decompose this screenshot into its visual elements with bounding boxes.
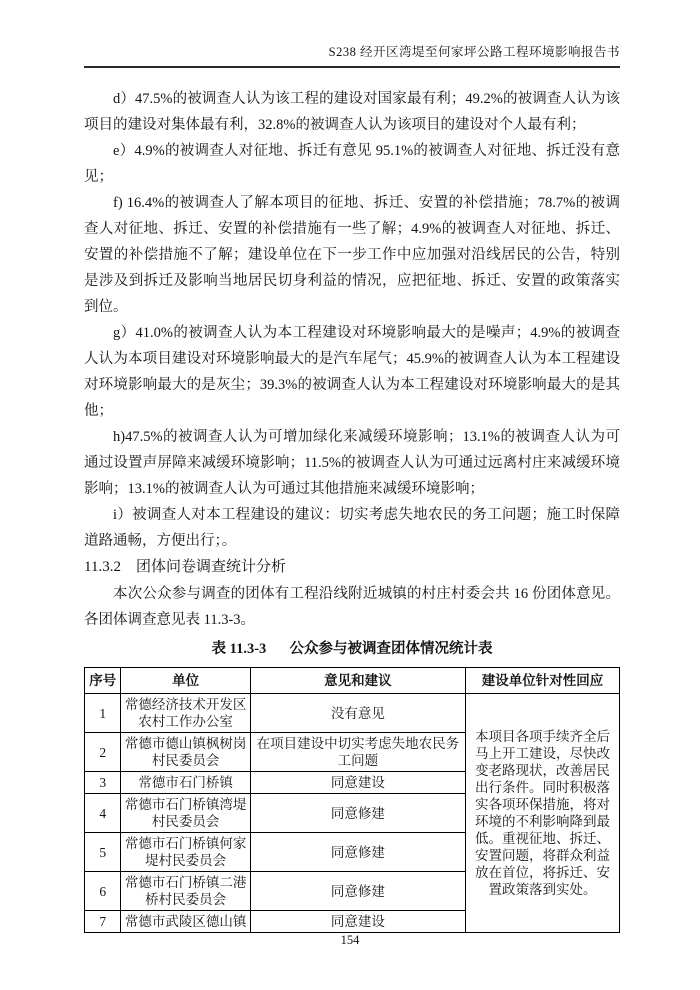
col-header-response: 建设单位针对性回应 xyxy=(465,668,619,694)
cell-no: 6 xyxy=(85,872,121,911)
survey-groups-table xyxy=(84,667,620,933)
cell-no: 7 xyxy=(85,911,121,933)
cell-no: 4 xyxy=(85,794,121,833)
cell-unit: 常德市德山镇枫树岗村民委员会 xyxy=(121,733,250,772)
cell-opinion: 同意修建 xyxy=(250,872,465,911)
cell-unit: 常德市石门桥镇湾堤村民委员会 xyxy=(121,794,250,833)
table-caption-title: 公众参与被调查团体情况统计表 xyxy=(289,641,493,657)
table-caption-label: 表 11.3-3 xyxy=(211,641,267,657)
cell-no: 3 xyxy=(85,772,121,794)
table-header-row xyxy=(85,668,620,694)
cell-opinion: 同意修建 xyxy=(250,794,465,833)
paragraph-h: h)47.5%的被调查人认为可增加绿化来减缓环境影响；13.1%的被调查人认为可通过设置声屏障来减缓环境影响；11.5%的被调查人认为可通过远离村庄来减缓环境影响；13.1%的被调查人认为可通过其他措施来减缓环境影响； xyxy=(84,429,620,497)
cell-no: 5 xyxy=(85,833,121,872)
cell-unit: 常德市石门桥镇二港桥村民委员会 xyxy=(121,872,250,911)
section-heading xyxy=(84,554,620,581)
page-number: 154 xyxy=(340,933,360,947)
cell-unit: 常德市石门桥镇 xyxy=(121,772,250,794)
cell-response-merged: 本项目各项手续齐全后马上开工建设，尽快改变老路现状，改善居民出行条件。同时积极落实各项环保措施，将对环境的不利影响降到最低。重视征地、拆迁、安置问题，将群众利益放在首位，将拆迁、安置政策落到实处。 xyxy=(465,694,619,933)
cell-no: 1 xyxy=(85,694,121,733)
cell-opinion: 在项目建设中切实考虑失地农民务工问题 xyxy=(250,733,465,772)
col-header-opinion: 意见和建议 xyxy=(250,668,465,694)
paragraph-e: e）4.9%的被调查人对征地、拆迁有意见 95.1%的被调查人对征地、拆迁没有意见； xyxy=(84,143,620,185)
cell-opinion: 同意建设 xyxy=(250,911,465,933)
section-title: 团体问卷调查统计分析 xyxy=(135,559,286,575)
running-header: S238 经开区湾堤至何家坪公路工程环境影响报告书 xyxy=(84,44,620,68)
cell-no: 2 xyxy=(85,733,121,772)
paragraph-f: f) 16.4%的被调查人了解本项目的征地、拆迁、安置的补偿措施；78.7%的被调查人对征地、拆迁、安置的补偿措施有一些了解；4.9%的被调查人对征地、拆迁、安置的补偿措施不了解；建设单位在下一步工作中应加强对沿线居民的公告，特别是涉及到拆迁及影响当地居民切身利益的情况，应把征地、拆迁、安置的政策落实到位。 xyxy=(84,195,620,315)
cell-unit: 常德经济技术开发区农村工作办公室 xyxy=(121,694,250,733)
cell-unit: 常德市石门桥镇何家堤村民委员会 xyxy=(121,833,250,872)
table-caption xyxy=(84,639,620,659)
paragraph-g: g）41.0%的被调查人认为本工程建设对环境影响最大的是噪声；4.9%的被调查人认为本项目建设对环境影响最大的是汽车尾气；45.9%的被调查人认为本工程建设对环境影响最大的是灰尘；39.3%的被调查人认为本工程建设对环境影响最大的是其他； xyxy=(84,325,620,419)
section-number: 11.3.2 xyxy=(84,559,121,575)
col-header-unit: 单位 xyxy=(121,668,250,694)
col-header-no: 序号 xyxy=(85,668,121,694)
table-row xyxy=(85,694,620,733)
section-intro-paragraph: 本次公众参与调查的团体有工程沿线附近城镇的村庄村委会共 16 份团体意见。各团体调查意见表 11.3-3。 xyxy=(84,586,620,628)
body-text xyxy=(84,86,620,933)
paragraph-i: i）被调查人对本工程建设的建议：切实考虑失地农民的务工问题；施工时保障道路通畅，方便出行；。 xyxy=(84,507,620,549)
paragraph-d: d）47.5%的被调查人认为该工程的建设对国家最有利；49.2%的被调查人认为该项目的建设对集体最有利，32.8%的被调查人认为该项目的建设对个人最有利； xyxy=(84,91,620,133)
cell-opinion: 同意修建 xyxy=(250,833,465,872)
cell-opinion: 同意建设 xyxy=(250,772,465,794)
cell-opinion: 没有意见 xyxy=(250,694,465,733)
cell-unit: 常德市武陵区德山镇 xyxy=(121,911,250,933)
